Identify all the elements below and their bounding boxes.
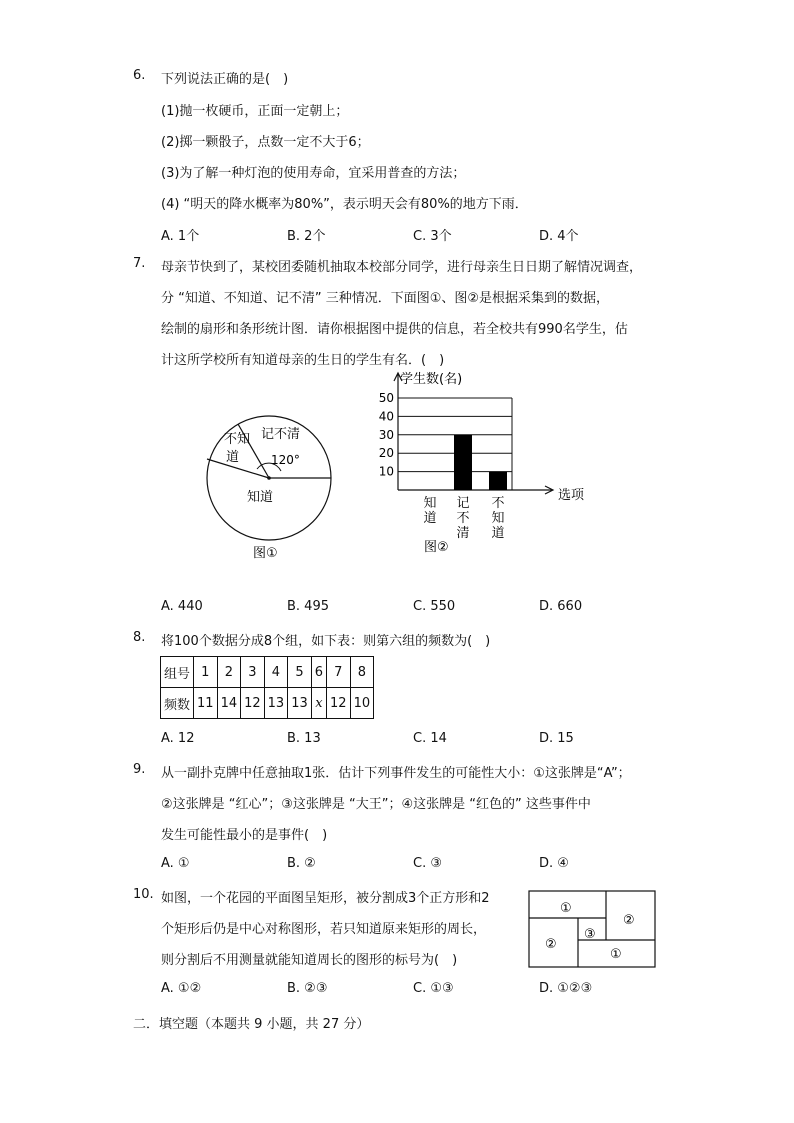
pie-chart-figure	[195, 405, 345, 565]
bar-chart-figure	[360, 366, 600, 556]
table-cell: 13	[288, 688, 312, 719]
x-category-label: 知	[491, 511, 505, 526]
q10-option-c: C. ①③	[413, 981, 454, 996]
q10-line-2: 个矩形后仍是中心对称图形，若只知道原来矩形的周长，	[161, 922, 487, 937]
bar-2	[454, 435, 472, 490]
garden-label: ①	[560, 901, 572, 916]
q9-line-2: ②这张牌是 “红心”；③这张牌是 “大王”；④这张牌是 “红色的” 这些事件中	[161, 797, 591, 812]
q7-line-4: 计这所学校所有知道母亲的生日的学生有名．( )	[161, 353, 445, 368]
y-tick-label: 20	[378, 446, 394, 461]
q8-option-b: B. 13	[287, 731, 321, 746]
table-row	[161, 657, 374, 688]
q7-option-a: A. 440	[161, 599, 203, 614]
bar-3	[489, 472, 507, 490]
x-category-label: 不	[456, 511, 470, 526]
table-cell: x	[311, 688, 326, 719]
table-cell: 13	[264, 688, 288, 719]
q9-line-1: 从一副扑克牌中任意抽取1张．估计下列事件发生的可能性大小：①这张牌是“A”；	[161, 766, 631, 781]
q10-option-b: B. ②③	[287, 981, 328, 996]
frequency-table	[160, 656, 374, 719]
table-cell: 10	[350, 688, 374, 719]
table-cell: 1	[194, 657, 218, 688]
q6-option-b: B. 2个	[287, 229, 326, 244]
table-row	[161, 688, 374, 719]
pie-label-budao-1: 不知	[224, 432, 251, 447]
q6-option-d: D. 4个	[539, 229, 579, 244]
q8-stem: 将100个数据分成8个组，如下表：则第六组的频数为( )	[161, 634, 491, 649]
q9-option-c: C. ③	[413, 856, 442, 871]
q7-option-b: B. 495	[287, 599, 329, 614]
q10-line-1: 如图，一个花园的平面图呈矩形，被分割成3个正方形和2	[161, 891, 490, 906]
x-category-label: 清	[456, 526, 470, 541]
q10-line-3: 则分割后不用测量就能知道周长的图形的标号为( )	[161, 953, 458, 968]
table-cell: 8	[350, 657, 374, 688]
q7-option-c: C. 550	[413, 599, 456, 614]
table-cell: 7	[327, 657, 351, 688]
q8-option-c: C. 14	[413, 731, 447, 746]
q7-line-2: 分 “知道、不知道、记不清” 三种情况．下面图①、图②是根据采集到的数据，	[161, 291, 610, 306]
x-category-label: 不	[491, 496, 505, 511]
x-category-label: 道	[491, 526, 505, 541]
table-cell: 6	[311, 657, 326, 688]
q8-number: 8.	[133, 630, 146, 645]
q6-option-a: A. 1个	[161, 229, 200, 244]
garden-label: ②	[545, 937, 557, 952]
pie-center	[267, 476, 271, 480]
table-cell: 3	[241, 657, 265, 688]
table-cell: 频数	[161, 688, 194, 719]
pie-label-budao-2: 道	[226, 450, 240, 465]
q9-number: 9.	[133, 762, 146, 777]
section-heading: 二．填空题（本题共 9 小题，共 27 分）	[133, 1017, 370, 1032]
x-category-label: 知	[423, 496, 437, 511]
bar-xlabel: 选项	[558, 488, 585, 503]
q7-number: 7.	[133, 256, 146, 271]
q6-stem: 下列说法正确的是( )	[161, 72, 289, 87]
q6-item-4: (4) “明天的降水概率为80%”，表示明天会有80%的地方下雨．	[161, 197, 528, 212]
q10-number: 10.	[133, 887, 154, 902]
q9-option-b: B. ②	[287, 856, 316, 871]
x-category-label: 记	[456, 496, 470, 511]
q7-option-d: D. 660	[539, 599, 583, 614]
table-cell: 12	[327, 688, 351, 719]
q6-item-2: (2)掷一颗骰子，点数一定不大于6；	[161, 135, 370, 150]
table-cell: 2	[217, 657, 241, 688]
q9-option-a: A. ①	[161, 856, 190, 871]
y-tick-label: 30	[378, 427, 394, 442]
bar-caption: 图②	[424, 540, 449, 555]
q10-option-d: D. ①②③	[539, 981, 593, 996]
garden-label: ①	[610, 947, 622, 962]
table-cell: 11	[194, 688, 218, 719]
y-tick-label: 40	[378, 409, 394, 424]
q6-item-1: (1)抛一枚硬币，正面一定朝上；	[161, 104, 349, 119]
table-cell: 14	[217, 688, 241, 719]
q10-option-a: A. ①②	[161, 981, 202, 996]
garden-label: ②	[623, 913, 635, 928]
q8-option-a: A. 12	[161, 731, 195, 746]
bar-ylabel: 学生数(名)	[400, 372, 463, 387]
q7-line-1: 母亲节快到了，某校团委随机抽取本校部分同学，进行母亲生日日期了解情况调查，	[161, 260, 643, 275]
pie-label-zhidao: 知道	[247, 490, 274, 505]
pie-label-jibuqing: 记不清	[261, 427, 301, 442]
table-cell: 5	[288, 657, 312, 688]
q6-number: 6.	[133, 68, 146, 83]
q8-option-d: D. 15	[539, 731, 574, 746]
x-category-label: 道	[423, 511, 437, 526]
q7-line-3: 绘制的扇形和条形统计图．请你根据图中提供的信息，若全校共有990名学生，估	[161, 322, 628, 337]
pie-label-angle: 120°	[271, 453, 300, 467]
pie-caption: 图①	[253, 546, 278, 561]
q6-option-c: C. 3个	[413, 229, 452, 244]
table-cell: 4	[264, 657, 288, 688]
table-cell: 组号	[161, 657, 194, 688]
q9-line-3: 发生可能性最小的是事件( )	[161, 828, 328, 843]
garden-figure	[528, 890, 658, 970]
q6-item-3: (3)为了解一种灯泡的使用寿命，宜采用普查的方法；	[161, 166, 466, 181]
q9-option-d: D. ④	[539, 856, 569, 871]
y-tick-label: 50	[378, 391, 394, 405]
y-tick-label: 10	[378, 464, 394, 479]
garden-label: ③	[584, 927, 596, 942]
table-cell: 12	[241, 688, 265, 719]
